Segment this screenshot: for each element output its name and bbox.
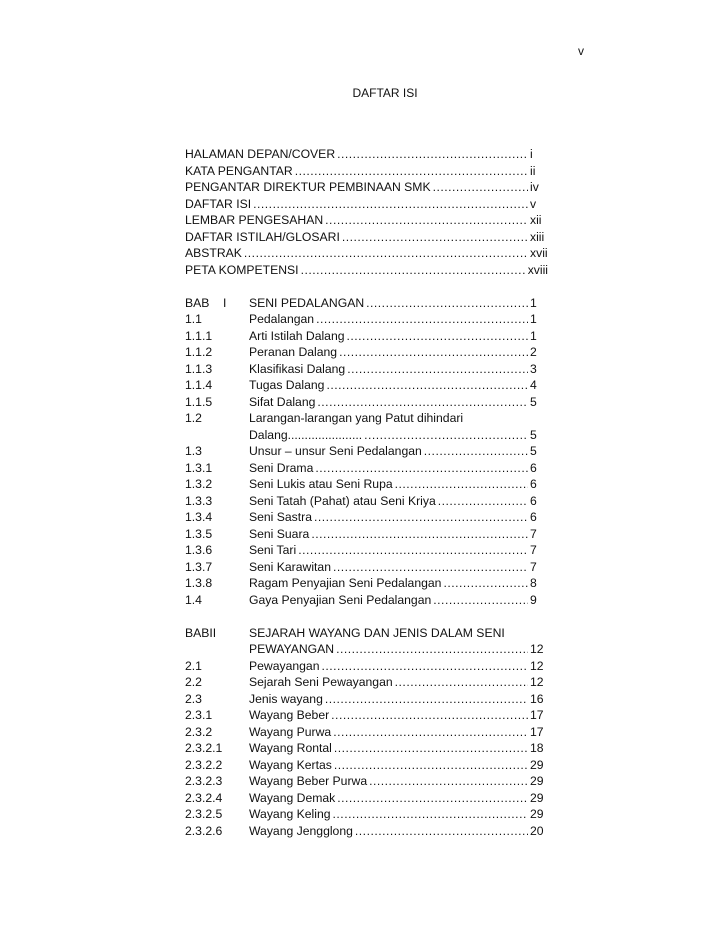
dot-leader	[438, 493, 528, 510]
chapter-title: SENI PEDALANGAN	[249, 295, 365, 310]
page-ref: i	[530, 147, 533, 161]
toc-entry[interactable]	[185, 311, 548, 328]
page-ref: 6	[530, 460, 537, 475]
dot-leader	[347, 361, 528, 378]
toc-entry-multiline[interactable]	[185, 410, 548, 427]
entry-label: Wayang Jengglong	[249, 823, 353, 838]
dot-leader	[366, 295, 528, 312]
entry-label: PETA KOMPETENSI	[185, 262, 299, 277]
page-ref: xii	[530, 213, 542, 227]
dot-leader	[339, 344, 528, 361]
entry-label: Wayang Demak	[249, 790, 336, 805]
entry-number: 1.1.5	[185, 394, 213, 409]
entry-label: Unsur – unsur Seni Pedalangan	[249, 444, 422, 458]
page-ref: 29	[530, 757, 544, 772]
chapter-roman: I	[223, 295, 227, 310]
entry-label: Wayang Purwa	[249, 724, 332, 739]
dot-leader	[355, 823, 528, 840]
page-title: DAFTAR ISI	[352, 86, 418, 100]
dot-leader	[325, 212, 528, 229]
entry-number: 2.3.2	[185, 724, 213, 739]
page-ref: iv	[530, 180, 539, 194]
dot-leader	[433, 179, 528, 196]
entry-number: 1.3.4	[185, 510, 213, 524]
toc-entry[interactable]	[185, 691, 548, 708]
entry-label: Seni Suara	[249, 526, 310, 541]
entry-label: Pewayangan	[249, 658, 320, 673]
entry-number: 2.3	[185, 691, 202, 706]
chapter-label: BAB	[185, 625, 210, 640]
toc-entry[interactable]	[185, 773, 548, 790]
toc-entry[interactable]	[185, 212, 548, 229]
entry-label: Seni Tatah (Pahat) atau Seni Kriya	[249, 493, 436, 508]
dot-leader	[316, 311, 528, 328]
entry-label: Seni Drama	[249, 460, 314, 475]
entry-number: 1.3.2	[185, 477, 213, 491]
entry-label: DAFTAR ISI	[185, 196, 252, 211]
toc-entry[interactable]	[185, 394, 548, 411]
page-ref: 5	[530, 394, 537, 409]
page-ref: 5	[530, 427, 537, 442]
page-ref: 29	[530, 790, 544, 805]
entry-label: Wayang Rontal	[249, 741, 332, 755]
dot-leader	[315, 460, 528, 477]
toc-entry[interactable]	[185, 823, 548, 840]
entry-label: Seni Lukis atau Seni Rupa	[249, 477, 393, 491]
page-ref: 7	[530, 543, 537, 557]
chapter-heading-2-continued[interactable]	[185, 641, 548, 658]
dot-leader	[433, 592, 528, 609]
page-ref: 6	[530, 510, 537, 524]
dot-leader	[424, 443, 528, 460]
entry-label: Tugas Dalang	[249, 378, 325, 392]
dot-leader	[395, 674, 528, 691]
entry-number: 2.3.2.6	[185, 823, 223, 838]
page-ref: xviii	[527, 262, 548, 277]
dot-leader	[337, 790, 528, 807]
entry-label: PENGANTAR DIREKTUR PEMBINAAN SMK	[185, 180, 431, 194]
dot-leader	[336, 641, 528, 658]
toc-entry[interactable]	[185, 146, 548, 163]
chapter-roman: II	[209, 625, 217, 640]
entry-number: 2.3.1	[185, 708, 213, 722]
toc-entry[interactable]	[185, 806, 548, 823]
dot-leader	[334, 740, 528, 757]
toc-entry[interactable]	[185, 196, 548, 213]
dot-leader	[244, 245, 528, 262]
page-ref: 9	[530, 592, 537, 607]
entry-number: 1.3	[185, 444, 202, 458]
entry-label-continued: Dalang......................	[249, 427, 363, 442]
entry-label: Jenis wayang	[249, 691, 323, 706]
page-ref: 1	[530, 312, 537, 326]
page-ref: 12	[530, 658, 544, 673]
dot-leader	[326, 377, 528, 394]
dot-leader	[395, 476, 528, 493]
dot-leader	[342, 229, 528, 246]
dot-leader	[314, 509, 528, 526]
toc-entry[interactable]	[185, 163, 548, 180]
toc-entry[interactable]	[185, 476, 548, 493]
entry-label: Seni Sastra	[249, 510, 313, 524]
dot-leader	[333, 724, 528, 741]
entry-number: 1.3.1	[185, 460, 213, 475]
entry-label: Seni Tari	[249, 543, 297, 557]
page-number: v	[578, 44, 584, 58]
chapter-title: SEJARAH WAYANG DAN JENIS DALAM SENI	[249, 625, 505, 640]
entry-label: Wayang Beber	[249, 708, 330, 722]
dot-leader	[333, 806, 528, 823]
toc-entry[interactable]	[185, 229, 548, 246]
toc-entry[interactable]	[185, 509, 548, 526]
page-ref: 17	[530, 708, 544, 722]
entry-label: Pedalangan	[249, 312, 315, 326]
toc-entry[interactable]	[185, 245, 548, 262]
page-ref: 18	[530, 741, 544, 755]
page-ref: xvii	[530, 246, 548, 260]
page-ref: v	[530, 196, 537, 211]
page-ref: 5	[530, 444, 537, 458]
page-ref: 29	[530, 807, 544, 821]
entry-number: 2.3.2.2	[185, 757, 223, 772]
dot-leader	[333, 559, 528, 576]
entry-label: Sejarah Seni Pewayangan	[249, 675, 393, 689]
entry-number: 1.4	[185, 592, 202, 607]
entry-number: 1.1.1	[185, 328, 213, 343]
page-ref: 3	[530, 361, 537, 376]
page-ref: 6	[530, 493, 537, 508]
page-ref: ii	[530, 163, 536, 178]
entry-number: 2.1	[185, 658, 202, 673]
toc-entry[interactable]	[185, 575, 548, 592]
entry-number: 2.3.2.1	[185, 741, 223, 755]
page-ref: 17	[530, 724, 544, 739]
entry-number: 1.1	[185, 312, 202, 326]
dot-leader	[337, 146, 528, 163]
entry-number: 1.1.2	[185, 345, 213, 359]
toc-entry[interactable]	[185, 179, 548, 196]
entry-number: 1.1.4	[185, 378, 213, 392]
page-ref: xiii	[530, 229, 545, 244]
chapter-2-items	[185, 658, 548, 840]
entry-number: 1.1.3	[185, 361, 213, 376]
entry-number: 2.3.2.5	[185, 807, 223, 821]
entry-number: 1.2	[185, 411, 202, 425]
page-ref: 8	[530, 576, 537, 590]
entry-number: 2.2	[185, 675, 202, 689]
dot-leader	[334, 757, 528, 774]
toc-entry[interactable]	[185, 377, 548, 394]
entry-label: HALAMAN DEPAN/COVER	[185, 147, 336, 161]
entry-label: Arti Istilah Dalang	[249, 328, 345, 343]
dot-leader	[253, 196, 528, 213]
page-ref: 4	[530, 378, 537, 392]
dot-leader	[347, 328, 528, 345]
toc-entry[interactable]	[185, 328, 548, 345]
entry-number: 1.3.8	[185, 576, 213, 590]
dot-leader	[321, 658, 528, 675]
entry-label: Wayang Kertas	[249, 757, 332, 772]
toc-entry[interactable]	[185, 493, 548, 510]
toc-entry[interactable]	[185, 443, 548, 460]
chapter-label: BAB	[185, 295, 210, 310]
toc-entry[interactable]	[185, 262, 548, 279]
chapter-1-items	[185, 311, 548, 410]
dot-leader	[369, 773, 528, 790]
toc-entry[interactable]	[185, 559, 548, 576]
toc-entry[interactable]	[185, 592, 548, 609]
toc-entry[interactable]	[185, 460, 548, 477]
entry-label: ABSTRAK	[185, 246, 242, 260]
dot-leader	[325, 691, 528, 708]
entry-number: 1.3.7	[185, 559, 213, 574]
entry-label: Ragam Penyajian Seni Pedalangan	[249, 576, 442, 590]
entry-label: DAFTAR ISTILAH/GLOSARI	[185, 229, 340, 244]
entry-label: Klasifikasi Dalang	[249, 361, 346, 376]
entry-number: 2.3.2.3	[185, 774, 223, 788]
toc-entry[interactable]	[185, 542, 548, 559]
entry-label: Peranan Dalang	[249, 345, 338, 359]
entry-number: 2.3.2.4	[185, 790, 223, 805]
chapter-heading-1[interactable]	[185, 295, 548, 312]
page-ref: 7	[530, 526, 537, 541]
dot-leader	[443, 575, 528, 592]
entry-label: Seni Karawitan	[249, 559, 331, 574]
entry-label: Wayang Keling	[249, 807, 331, 821]
page-ref: 6	[530, 477, 537, 491]
toc-entry[interactable]	[185, 526, 548, 543]
page-ref: 1	[530, 295, 537, 310]
entry-label: Larangan-larangan yang Patut dihindari	[249, 411, 464, 425]
dot-leader	[298, 542, 528, 559]
dot-leader	[295, 163, 528, 180]
page-ref: 16	[530, 691, 544, 706]
toc-entry[interactable]	[185, 790, 548, 807]
page-ref: 2	[530, 345, 537, 359]
page-ref: 12	[530, 642, 544, 656]
toc-entry[interactable]	[185, 674, 548, 691]
chapter-heading-2[interactable]	[185, 625, 548, 642]
entry-number: 1.3.3	[185, 493, 213, 508]
dot-leader	[301, 262, 526, 279]
entry-label: Gaya Penyajian Seni Pedalangan	[249, 592, 432, 607]
front-matter-list	[185, 146, 548, 278]
toc-entry[interactable]	[185, 344, 548, 361]
dot-leader	[331, 707, 528, 724]
entry-label: Sifat Dalang	[249, 394, 316, 409]
entry-label: LEMBAR PENGESAHAN	[185, 213, 324, 227]
entry-label: KATA PENGANTAR	[185, 163, 293, 178]
entry-label: Wayang Beber Purwa	[249, 774, 368, 788]
chapter-title-continued: PEWAYANGAN	[249, 642, 335, 656]
entry-number: 1.3.6	[185, 543, 213, 557]
toc-entry[interactable]	[185, 361, 548, 378]
dot-leader	[317, 394, 528, 411]
toc-entry[interactable]	[185, 707, 548, 724]
toc-entry[interactable]	[185, 724, 548, 741]
chapter-1-items-continued	[185, 443, 548, 608]
page-ref: 1	[530, 328, 537, 343]
page-ref: 20	[530, 823, 544, 838]
dot-leader	[364, 427, 528, 444]
table-of-contents	[185, 146, 548, 839]
toc-entry-continued[interactable]	[185, 427, 548, 444]
toc-entry[interactable]	[185, 757, 548, 774]
page-ref: 29	[530, 774, 544, 788]
entry-number: 1.3.5	[185, 526, 213, 541]
page-ref: 7	[530, 559, 537, 574]
toc-entry[interactable]	[185, 658, 548, 675]
toc-entry[interactable]	[185, 740, 548, 757]
page-ref: 12	[530, 675, 544, 689]
dot-leader	[311, 526, 528, 543]
